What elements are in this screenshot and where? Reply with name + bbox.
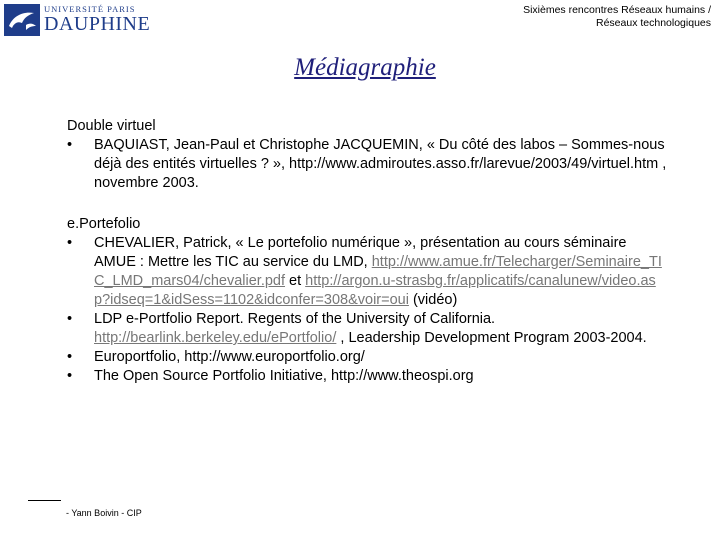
bearlink-eportfolio-link[interactable]: http://bearlink.berkeley.edu/ePortfolio/ [94, 330, 337, 346]
footer-divider [28, 500, 61, 501]
university-logo [4, 4, 160, 36]
reference-text: LDP e-Portfolio Report. Regents of the University of California. [94, 311, 496, 327]
section-title-eportefolio: e.Portefolio [67, 216, 141, 232]
reference-text: Europortfolio, http://www.europortfolio.org/ [94, 349, 365, 365]
list-item [67, 310, 667, 348]
bullet-glyph: • [67, 368, 73, 384]
bullet-glyph: • [67, 311, 73, 327]
logo-name: DAUPHINE [44, 13, 151, 35]
reference-text: The Open Source Portfolio Initiative, http://www.theospi.org [94, 368, 474, 384]
list-item [67, 348, 667, 367]
bullet-glyph: • [67, 349, 73, 365]
reference-text: CHEVALIER, Patrick, « Le portefolio numérique », présentation au cours séminaire AMUE : Mettre les TIC au service du LMD, [94, 235, 627, 270]
list-item [67, 234, 667, 310]
header-line-2: Réseaux technologiques [596, 17, 711, 29]
bullet-list [67, 136, 667, 193]
logo-university-label: UNIVERSITÉ PARIS [44, 4, 136, 14]
reference-text: et [289, 273, 302, 289]
footer-author: - Yann Boivin - CIP [66, 508, 142, 518]
header-line-1: Sixièmes rencontres Réseaux humains / [523, 4, 711, 16]
section-title-double-virtuel: Double virtuel [67, 118, 156, 134]
bullet-glyph: • [67, 137, 73, 153]
reference-text: , Leadership Development Program 2003-2004. [340, 330, 647, 346]
bibliography [67, 117, 667, 386]
bullet-list [67, 234, 667, 386]
reference-text: (vidéo) [412, 292, 458, 308]
dolphin-logo-icon [4, 4, 40, 36]
amue-pdf-link[interactable]: http://www.amue.fr/Telecharger/Seminaire_TIC_LMD_mars04/chevalier.pdf [94, 254, 662, 289]
list-item [67, 367, 667, 386]
list-item [67, 136, 667, 193]
bullet-glyph: • [67, 235, 73, 251]
argon-video-link[interactable]: http://argon.u-strasbg.fr/applicatifs/canalunew/video.asp?idseq=1&idSess=1102&idconfer=308&voir=oui [94, 273, 656, 308]
page-title: Médiagraphie [294, 54, 436, 81]
header-event-title [523, 4, 711, 30]
reference-text: BAQUIAST, Jean-Paul et Christophe JACQUEMIN, « Du côté des labos – Sommes-nous déjà des entités virtuelles ? », http://www.admiroutes.asso.fr/larevue/2003/49/virtuel.htm , novembre 2003. [94, 137, 667, 191]
